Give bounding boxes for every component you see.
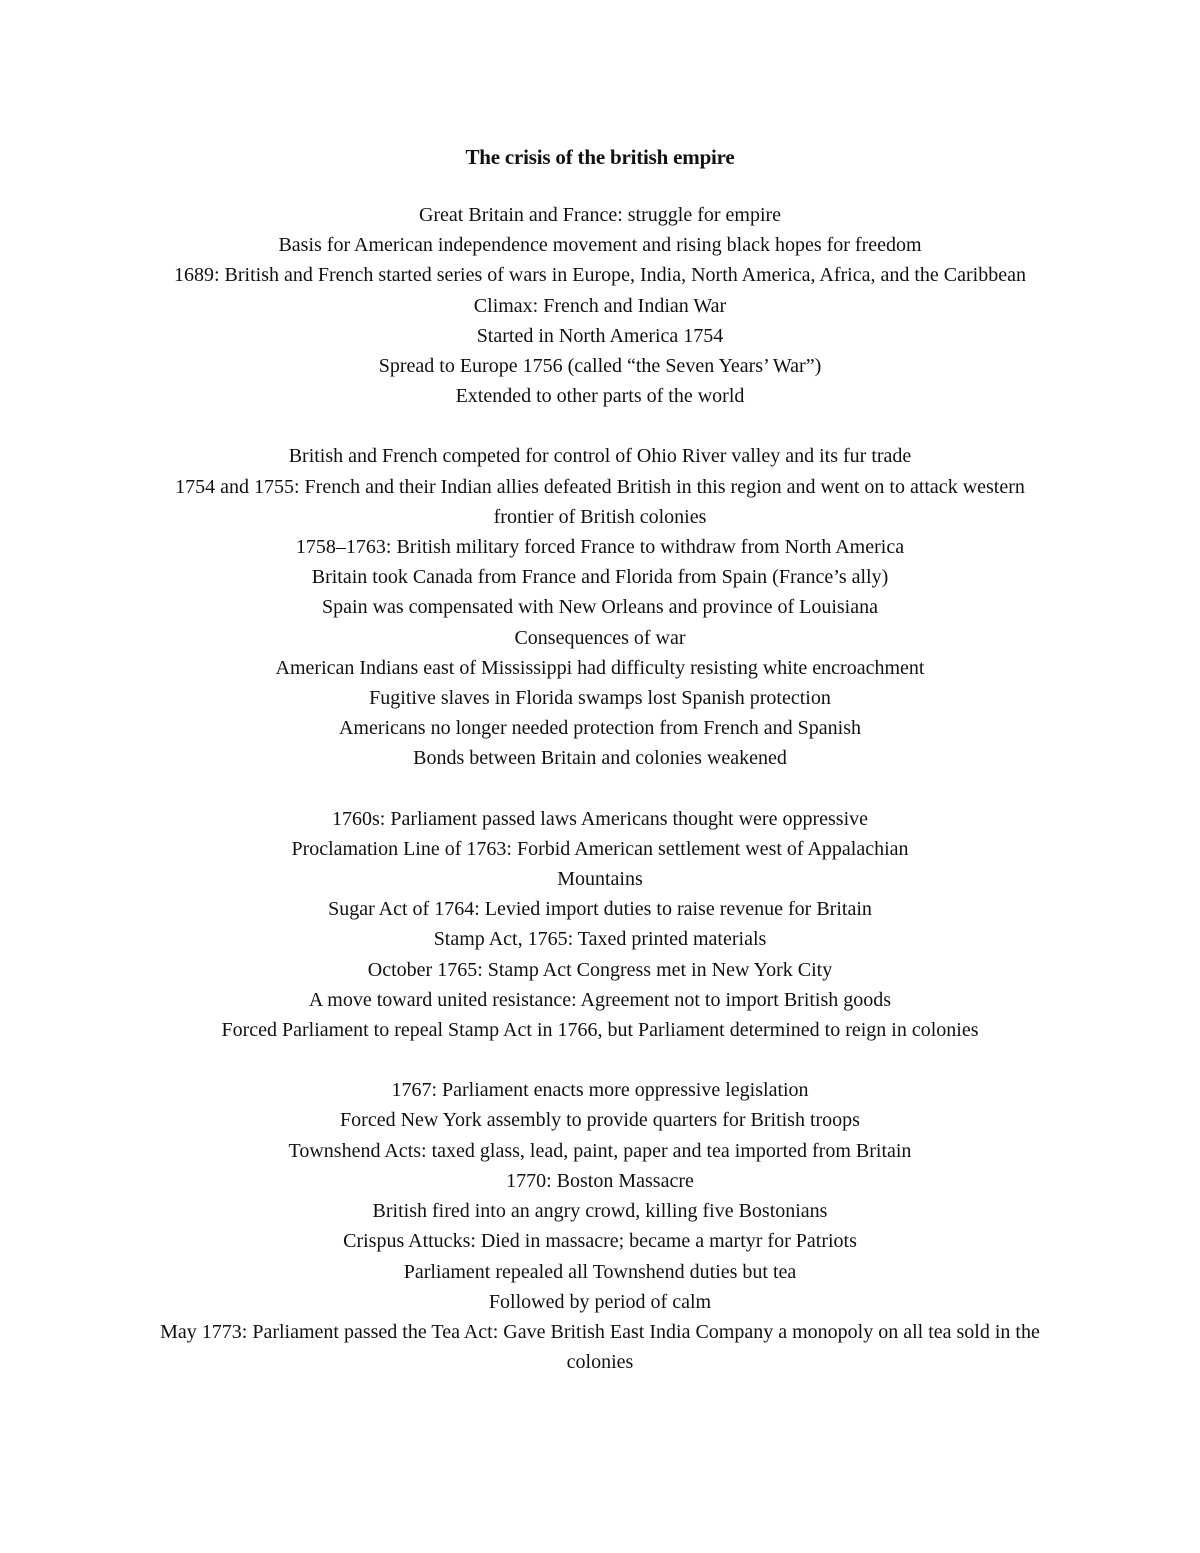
text-line: 1767: Parliament enacts more oppressive legislation — [391, 1079, 809, 1102]
section-oppressive-legislation — [150, 1075, 1050, 1377]
text-line: 1758–1763: British military forced France to withdraw from North America — [295, 536, 905, 559]
text-line: Sugar Act of 1764: Levied import duties to raise revenue for Britain — [328, 898, 872, 921]
text-line: Forced Parliament to repeal Stamp Act in 1766, but Parliament determined to reign in colonies — [221, 1019, 979, 1042]
text-line: 1754 and 1755: French and their Indian allies defeated British in this region and went on to attack western frontier of British colonies — [175, 475, 1025, 528]
text-line: Townshend Acts: taxed glass, lead, paint, paper and tea imported from Britain — [288, 1139, 912, 1162]
text-line: Extended to other parts of the world — [455, 385, 745, 408]
text-line: Crispus Attucks: Died in massacre; became a martyr for Patriots — [343, 1230, 857, 1253]
text-line: Forced New York assembly to provide quarters for British troops — [340, 1109, 860, 1132]
text-line: American Indians east of Mississippi had difficulty resisting white encroachment — [275, 656, 925, 679]
text-line: Started in North America 1754 — [476, 324, 724, 347]
section-ohio-valley — [150, 441, 1050, 773]
text-line: Fugitive slaves in Florida swamps lost Spanish protection — [369, 687, 831, 710]
text-line: Basis for American independence movement and rising black hopes for freedom — [278, 234, 922, 257]
text-line: May 1773: Parliament passed the Tea Act: Gave British East India Company a monopoly on all tea sold in the colonies — [160, 1320, 1040, 1374]
text-line: Great Britain and France: struggle for empire — [418, 204, 782, 226]
section-parliament-laws — [150, 804, 1050, 1046]
document-body — [150, 200, 1050, 1407]
text-line: Consequences of war — [514, 626, 686, 649]
text-line: Spread to Europe 1756 (called “the Seven Years’ War”) — [378, 355, 822, 378]
text-line: October 1765: Stamp Act Congress met in New York City — [367, 958, 833, 981]
text-line: Proclamation Line of 1763: Forbid American settlement west of Appalachian Mountains — [291, 837, 909, 891]
text-line: Bonds between Britain and colonies weakened — [413, 747, 787, 770]
text-line: 1770: Boston Massacre — [506, 1169, 694, 1192]
text-line: British fired into an angry crowd, killing five Bostonians — [372, 1200, 828, 1223]
section-struggle-for-empire — [150, 200, 1050, 411]
text-line: 1760s: Parliament passed laws Americans thought were oppressive — [332, 807, 868, 830]
text-line: Climax: French and Indian War — [473, 294, 727, 317]
text-line: Parliament repealed all Townshend duties but tea — [403, 1260, 797, 1283]
text-line: 1689: British and French started series of wars in Europe, India, North America, Africa, and the Caribbean — [174, 264, 1026, 287]
text-line: British and French competed for control of Ohio River valley and its fur trade — [288, 445, 912, 468]
text-line: Followed by period of calm — [488, 1290, 712, 1313]
document-title: The crisis of the british empire — [465, 145, 735, 169]
text-line: Spain was compensated with New Orleans and province of Louisiana — [322, 596, 878, 619]
text-line: A move toward united resistance: Agreement not to import British goods — [308, 988, 892, 1011]
text-line: Stamp Act, 1765: Taxed printed materials — [433, 928, 767, 951]
text-line: Americans no longer needed protection from French and Spanish — [338, 717, 862, 740]
text-line: Britain took Canada from France and Florida from Spain (France’s ally) — [311, 566, 889, 589]
